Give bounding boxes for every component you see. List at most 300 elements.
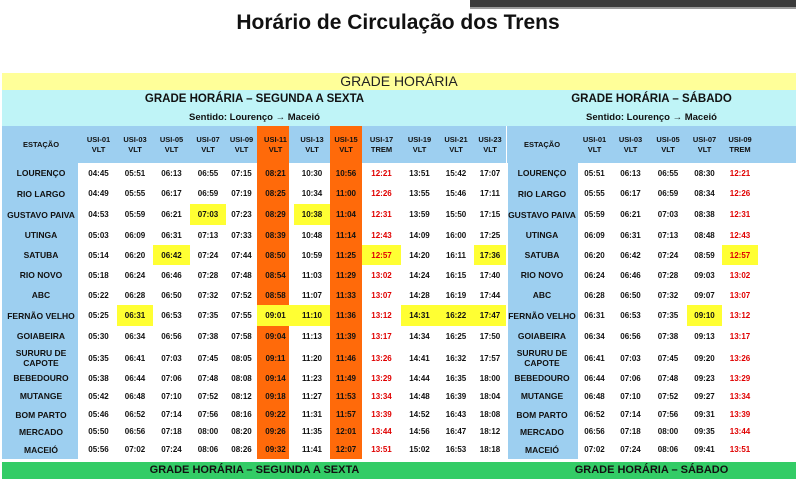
weekday-station-name: GOIABEIRA (16, 331, 66, 341)
weekday-time-cell: 08:06 (197, 445, 219, 454)
weekday-station-name: SATUBA (23, 250, 59, 260)
saturday-time-cell: 06:17 (620, 189, 641, 198)
saturday-time-cell: 07:18 (620, 427, 641, 436)
saturday-time-cell: 12:57 (722, 245, 758, 265)
weekday-time-cell: 10:59 (301, 250, 323, 260)
weekday-time-cell: 04:49 (88, 189, 109, 198)
weekday-time-cell: 07:45 (197, 353, 219, 363)
weekday-time-cell: 12:26 (371, 189, 392, 198)
saturday-time-cell: 07:10 (620, 391, 641, 401)
weekday-time-cell: 13:51 (371, 445, 392, 454)
saturday-time-cell: 07:56 (657, 410, 679, 419)
saturday-time-cell: 07:48 (657, 373, 679, 383)
weekday-time-cell: 08:12 (231, 391, 252, 401)
weekday-time-cell: 06:13 (161, 168, 182, 178)
saturday-time-cell: 09:13 (694, 331, 715, 341)
weekday-time-cell: 17:36 (474, 245, 506, 265)
weekday-time-cell: 06:56 (124, 427, 146, 436)
weekday-time-cell: 07:48 (231, 270, 252, 280)
saturday-time-cell: 12:43 (729, 230, 751, 240)
saturday-train-header: USI-01 VLT (582, 134, 607, 154)
saturday-time-cell: 06:50 (620, 290, 641, 300)
weekday-time-cell: 13:39 (371, 410, 392, 419)
weekday-time-cell: 07:58 (231, 331, 252, 341)
weekday-time-cell: 07:18 (161, 427, 182, 436)
weekday-time-cell: 13:07 (371, 290, 392, 300)
saturday-header: GRADE HORÁRIA – SÁBADO (571, 93, 732, 105)
weekday-time-cell: 11:03 (301, 270, 323, 280)
weekday-time-cell: 11:20 (301, 353, 323, 363)
weekday-time-cell: 11:25 (335, 250, 357, 260)
weekday-time-cell: 16:35 (445, 373, 467, 383)
weekday-time-cell: 08:39 (265, 230, 286, 240)
weekday-time-cell: 07:24 (161, 445, 182, 454)
saturday-time-cell: 13:51 (729, 445, 751, 454)
weekday-time-cell: 07:38 (197, 331, 219, 341)
saturday-time-cell: 06:56 (584, 427, 605, 436)
saturday-time-cell: 06:41 (584, 353, 605, 363)
weekday-time-cell: 16:25 (445, 331, 467, 341)
weekday-time-cell: 13:29 (371, 373, 392, 383)
weekday-time-cell: 12:57 (362, 245, 401, 265)
saturday-time-cell: 06:31 (584, 311, 605, 320)
weekday-time-cell: 05:50 (88, 427, 109, 436)
saturday-time-cell: 09:03 (694, 270, 715, 280)
weekday-time-cell: 18:04 (479, 391, 501, 401)
weekday-time-cell: 12:01 (335, 427, 357, 436)
weekday-time-cell: 09:18 (265, 391, 286, 401)
weekday-time-cell: 12:31 (371, 210, 392, 219)
weekday-time-cell: 07:23 (231, 210, 252, 219)
weekday-time-cell: 06:20 (124, 250, 146, 260)
saturday-time-cell: 06:42 (620, 250, 641, 260)
saturday-time-cell: 08:59 (694, 250, 715, 260)
weekday-time-cell: 18:08 (479, 410, 501, 419)
weekday-time-cell: 05:56 (88, 445, 109, 454)
grade-label: GRADE HORÁRIA (2, 73, 796, 90)
weekday-time-cell: 07:19 (231, 189, 252, 198)
weekday-time-cell: 11:53 (335, 391, 357, 401)
weekday-time-cell: 09:14 (265, 373, 286, 383)
saturday-time-cell: 06:59 (657, 189, 679, 198)
weekday-time-cell: 09:22 (265, 410, 286, 419)
weekday-time-cell: 11:35 (301, 427, 323, 436)
weekday-time-cell: 14:56 (409, 427, 430, 436)
saturday-time-cell: 07:32 (657, 290, 679, 300)
saturday-time-cell: 06:20 (584, 250, 605, 260)
weekday-time-cell: 16:43 (445, 410, 467, 419)
saturday-time-cell: 09:41 (694, 445, 715, 454)
saturday-station-name: FERNÃO VELHO (508, 310, 576, 321)
weekday-time-cell: 07:55 (231, 311, 252, 320)
table-header-band (2, 90, 796, 109)
weekday-time-cell: 07:52 (231, 290, 252, 300)
weekday-time-cell: 15:02 (409, 445, 430, 454)
saturday-time-cell: 05:59 (584, 210, 605, 219)
weekday-time-cell: 14:24 (409, 270, 430, 280)
saturday-direction: Sentido: Lourenço → Maceió (586, 112, 717, 123)
weekday-time-cell: 13:55 (409, 189, 430, 198)
weekday-train-header: USI-05 VLT (159, 134, 184, 154)
weekday-time-cell: 08:54 (265, 270, 286, 280)
weekday-time-cell: 13:26 (371, 353, 392, 363)
weekday-time-cell: 16:39 (445, 391, 467, 401)
weekday-time-cell: 11:46 (335, 353, 357, 363)
weekday-time-cell: 11:14 (335, 230, 357, 240)
saturday-time-cell: 08:38 (694, 210, 715, 219)
saturday-time-cell: 13:44 (729, 427, 751, 436)
saturday-time-cell: 08:00 (657, 427, 679, 436)
weekday-time-cell: 10:38 (294, 204, 330, 225)
weekday-time-cell: 16:00 (445, 230, 467, 240)
weekday-time-cell: 07:44 (231, 250, 252, 260)
weekday-time-cell: 17:47 (474, 305, 506, 326)
weekday-header: GRADE HORÁRIA – SEGUNDA A SEXTA (144, 93, 365, 105)
weekday-train-header: USI-09 VLT (229, 134, 254, 154)
weekday-time-cell: 07:10 (161, 391, 182, 401)
saturday-time-cell: 12:26 (729, 189, 751, 198)
weekday-time-cell: 10:56 (335, 168, 357, 178)
saturday-time-cell: 07:13 (657, 230, 679, 240)
weekday-time-cell: 10:30 (301, 168, 323, 178)
saturday-train-header: USI-09 TREM (728, 134, 752, 154)
weekday-time-cell: 06:55 (197, 168, 219, 178)
weekday-time-cell: 05:59 (124, 210, 146, 219)
weekday-time-cell: 14:34 (409, 331, 430, 341)
weekday-time-cell: 07:35 (197, 311, 219, 320)
weekday-time-cell: 06:21 (161, 210, 182, 219)
weekday-time-cell: 11:13 (301, 331, 323, 341)
weekday-time-cell: 06:59 (197, 189, 219, 198)
weekday-time-cell: 16:32 (445, 353, 467, 363)
saturday-station-name: GUSTAVO PAIVA (508, 209, 576, 220)
footer-weekday: GRADE HORÁRIA – SEGUNDA A SEXTA (149, 464, 360, 476)
saturday-time-cell: 06:21 (620, 210, 641, 219)
weekday-time-cell: 16:19 (445, 290, 467, 300)
saturday-time-cell: 06:53 (620, 311, 641, 320)
weekday-time-cell: 16:11 (445, 250, 467, 260)
saturday-time-cell: 08:34 (694, 189, 715, 198)
weekday-station-name: LOURENÇO (16, 168, 66, 178)
saturday-time-cell: 07:45 (657, 353, 679, 363)
saturday-station-name: LOURENÇO (517, 168, 567, 178)
weekday-time-cell: 05:18 (88, 270, 109, 280)
saturday-time-cell: 07:38 (657, 331, 679, 341)
weekday-time-cell: 13:17 (371, 331, 392, 341)
weekday-train-header: USI-03 VLT (123, 134, 147, 154)
saturday-time-cell: 06:44 (584, 373, 605, 383)
weekday-station-name: BEBEDOURO (13, 373, 69, 383)
weekday-time-cell: 06:31 (161, 230, 182, 240)
weekday-time-cell: 17:50 (479, 331, 501, 341)
weekday-station-name: MUTANGE (19, 391, 63, 401)
weekday-time-cell: 05:46 (88, 410, 109, 419)
footer-band (2, 462, 796, 479)
weekday-time-cell: 16:53 (445, 445, 467, 454)
weekday-time-cell: 06:48 (124, 391, 146, 401)
saturday-time-cell: 06:52 (584, 410, 605, 419)
weekday-time-cell: 11:29 (335, 270, 357, 280)
saturday-time-cell: 05:51 (584, 168, 605, 178)
saturday-time-cell: 07:02 (584, 445, 605, 454)
weekday-time-cell: 09:32 (265, 445, 286, 454)
saturday-time-cell: 13:12 (729, 311, 751, 320)
weekday-time-cell: 05:03 (88, 230, 109, 240)
weekday-time-cell: 08:16 (231, 410, 252, 419)
weekday-time-cell: 11:31 (301, 410, 323, 419)
weekday-time-cell: 09:01 (257, 305, 294, 326)
weekday-time-cell: 07:32 (197, 290, 219, 300)
weekday-time-cell: 05:22 (88, 290, 109, 300)
weekday-time-cell: 12:43 (371, 230, 392, 240)
weekday-station-name: ABC (31, 290, 51, 300)
weekday-time-cell: 07:24 (197, 250, 219, 260)
weekday-time-cell: 16:15 (445, 270, 467, 280)
weekday-time-cell: 17:57 (479, 353, 501, 363)
saturday-time-cell: 13:34 (729, 391, 751, 401)
saturday-time-cell: 09:07 (694, 290, 715, 300)
weekday-time-cell: 08:05 (231, 353, 252, 363)
weekday-time-cell: 16:22 (438, 305, 474, 326)
weekday-time-cell: 06:46 (161, 270, 182, 280)
weekday-time-cell: 11:04 (335, 210, 357, 219)
weekday-time-cell: 18:18 (479, 445, 501, 454)
weekday-time-cell: 06:42 (153, 245, 190, 265)
weekday-time-cell: 08:58 (265, 290, 286, 300)
saturday-time-cell: 12:21 (729, 168, 751, 178)
weekday-time-cell: 11:36 (335, 311, 357, 320)
weekday-time-cell: 06:41 (124, 353, 146, 363)
weekday-time-cell: 07:06 (161, 373, 182, 383)
weekday-station-name: SURURU DE CAPOTE (15, 348, 67, 368)
weekday-time-cell: 08:20 (231, 427, 252, 436)
weekday-station-name: UTINGA (24, 230, 58, 240)
weekday-time-cell: 08:21 (265, 168, 286, 178)
weekday-time-cell: 08:50 (265, 250, 286, 260)
weekday-time-cell: 13:12 (371, 311, 392, 320)
weekday-time-cell: 11:27 (301, 391, 323, 401)
saturday-train-header: USI-03 VLT (618, 134, 643, 154)
weekday-time-cell: 06:31 (117, 305, 153, 326)
saturday-time-cell: 09:27 (694, 391, 715, 401)
weekday-train-header: USI-17 TREM (369, 134, 394, 154)
weekday-time-cell: 08:08 (231, 373, 252, 383)
weekday-time-cell: 07:56 (197, 410, 219, 419)
weekday-time-cell: 04:53 (88, 210, 109, 219)
weekday-time-cell: 17:15 (479, 210, 501, 219)
weekday-time-cell: 17:25 (479, 230, 501, 240)
saturday-time-cell: 07:24 (657, 250, 679, 260)
saturday-time-cell: 06:13 (620, 168, 641, 178)
weekday-time-cell: 08:29 (265, 210, 286, 219)
weekday-time-cell: 11:39 (335, 331, 357, 341)
saturday-time-cell: 12:31 (729, 210, 751, 219)
saturday-time-cell: 09:10 (687, 305, 722, 326)
weekday-time-cell: 06:52 (124, 410, 146, 419)
saturday-time-cell: 09:20 (694, 353, 715, 363)
weekday-time-cell: 10:48 (301, 230, 323, 240)
saturday-time-cell: 07:24 (620, 445, 641, 454)
weekday-time-cell: 08:26 (231, 445, 252, 454)
saturday-time-cell: 13:17 (729, 331, 751, 341)
saturday-time-cell: 07:28 (657, 270, 679, 280)
weekday-train-header: USI-23 VLT (478, 134, 502, 154)
saturday-time-cell: 07:35 (657, 311, 679, 320)
saturday-time-cell: 06:24 (584, 270, 605, 280)
weekday-time-cell: 13:02 (371, 270, 392, 280)
weekday-station-name: BOM PARTO (15, 409, 67, 420)
footer-saturday: GRADE HORÁRIA – SÁBADO (574, 464, 729, 476)
weekday-time-cell: 11:41 (301, 445, 323, 454)
weekday-station-name: GUSTAVO PAIVA (7, 209, 75, 220)
saturday-time-cell: 06:31 (620, 230, 641, 240)
weekday-time-cell: 13:34 (371, 391, 392, 401)
page-title: Horário de Circulação dos Trens (236, 11, 560, 34)
weekday-time-cell: 11:33 (335, 290, 357, 300)
weekday-time-cell: 09:04 (265, 331, 286, 341)
saturday-time-cell: 06:09 (584, 230, 605, 240)
weekday-time-cell: 14:48 (409, 391, 430, 401)
saturday-time-cell: 06:46 (620, 270, 641, 280)
weekday-time-cell: 08:00 (197, 427, 219, 436)
weekday-train-header: USI-21 VLT (444, 134, 468, 154)
weekday-time-cell: 14:28 (409, 290, 430, 300)
weekday-time-cell: 07:52 (197, 391, 219, 401)
weekday-time-cell: 07:14 (161, 410, 182, 419)
weekday-time-cell: 07:33 (231, 230, 252, 240)
saturday-station-name: SURURU DE CAPOTE (516, 348, 568, 368)
saturday-station-name: MUTANGE (520, 391, 564, 401)
saturday-time-cell: 06:34 (584, 331, 605, 341)
weekday-time-cell: 08:25 (265, 189, 286, 198)
weekday-train-header: USI-15 VLT (334, 134, 358, 154)
saturday-station-header: ESTAÇÃO (523, 139, 561, 149)
weekday-time-cell: 06:34 (124, 331, 146, 341)
weekday-train-header: USI-13 VLT (300, 134, 324, 154)
saturday-time-cell: 07:06 (620, 373, 641, 383)
weekday-time-cell: 05:30 (88, 331, 109, 341)
weekday-time-cell: 16:47 (445, 427, 467, 436)
saturday-time-cell: 13:39 (729, 410, 751, 419)
weekday-time-cell: 07:48 (197, 373, 219, 383)
weekday-time-cell: 04:45 (88, 168, 109, 178)
saturday-station-name: BOM PARTO (516, 409, 568, 420)
saturday-time-cell: 06:56 (620, 331, 641, 341)
weekday-time-cell: 15:46 (445, 189, 467, 198)
saturday-station-name: SATUBA (524, 250, 560, 260)
weekday-time-cell: 07:03 (161, 353, 182, 363)
direction-band (2, 109, 796, 126)
weekday-time-cell: 11:00 (335, 189, 357, 198)
weekday-time-cell: 06:28 (124, 290, 146, 300)
weekday-time-cell: 18:00 (479, 373, 501, 383)
weekday-time-cell: 06:53 (161, 311, 182, 320)
saturday-station-name: GOIABEIRA (517, 331, 567, 341)
weekday-time-cell: 15:50 (445, 210, 467, 219)
saturday-station-name: RIO NOVO (520, 270, 564, 280)
weekday-time-cell: 05:25 (88, 311, 109, 320)
weekday-time-cell: 06:24 (124, 270, 146, 280)
weekday-time-cell: 13:59 (409, 210, 430, 219)
saturday-time-cell: 07:03 (657, 210, 679, 219)
saturday-train-header: USI-05 VLT (656, 134, 680, 154)
weekday-time-cell: 07:02 (124, 445, 146, 454)
weekday-time-cell: 14:09 (409, 230, 430, 240)
saturday-time-cell: 13:02 (729, 270, 751, 280)
weekday-direction: Sentido: Lourenço → Maceió (189, 112, 320, 123)
weekday-time-cell: 17:07 (479, 168, 501, 178)
weekday-time-cell: 07:03 (190, 204, 226, 225)
weekday-time-cell: 13:44 (371, 427, 392, 436)
saturday-time-cell: 07:03 (620, 353, 641, 363)
saturday-time-cell: 09:31 (694, 410, 715, 419)
weekday-time-cell: 07:15 (231, 168, 252, 178)
weekday-time-cell: 06:09 (124, 230, 146, 240)
weekday-time-cell: 11:07 (301, 290, 323, 300)
weekday-time-cell: 13:51 (409, 168, 430, 178)
weekday-time-cell: 05:35 (88, 353, 109, 363)
weekday-time-cell: 11:57 (335, 410, 357, 419)
weekday-time-cell: 12:07 (335, 445, 357, 454)
weekday-station-name: RIO NOVO (19, 270, 63, 280)
saturday-time-cell: 08:48 (694, 230, 715, 240)
saturday-time-cell: 09:35 (694, 427, 715, 436)
weekday-station-name: FERNÃO VELHO (7, 310, 75, 321)
saturday-station-name: UTINGA (525, 230, 559, 240)
weekday-station-name: MACEIÓ (24, 444, 58, 455)
saturday-time-cell: 07:52 (657, 391, 679, 401)
saturday-station-name: MERCADO (520, 426, 564, 437)
weekday-time-cell: 06:56 (161, 331, 182, 341)
saturday-time-cell: 05:55 (584, 189, 605, 198)
weekday-time-cell: 17:44 (479, 290, 501, 300)
weekday-time-cell: 14:31 (401, 305, 438, 326)
weekday-time-cell: 09:26 (265, 427, 286, 436)
saturday-station-name: RIO LARGO (517, 188, 567, 199)
saturday-train-header: USI-07 VLT (692, 134, 717, 154)
saturday-time-cell: 09:23 (694, 373, 715, 383)
weekday-station-name: MERCADO (19, 426, 63, 437)
saturday-time-cell: 06:28 (584, 290, 605, 300)
weekday-train-header: USI-07 VLT (196, 134, 220, 154)
saturday-time-cell: 06:48 (584, 391, 605, 401)
saturday-time-cell: 06:55 (657, 168, 679, 178)
weekday-time-cell: 12:21 (371, 168, 392, 178)
weekday-time-cell: 07:13 (197, 230, 219, 240)
weekday-time-cell: 05:42 (88, 391, 109, 401)
weekday-time-cell: 11:23 (301, 373, 323, 383)
saturday-time-cell: 13:29 (729, 373, 751, 383)
weekday-time-cell: 14:41 (409, 353, 430, 363)
weekday-time-cell: 05:14 (88, 250, 109, 260)
weekday-time-cell: 07:28 (197, 270, 219, 280)
weekday-time-cell: 11:49 (335, 373, 357, 383)
weekday-time-cell: 18:12 (479, 427, 501, 436)
weekday-time-cell: 06:44 (124, 373, 146, 383)
weekday-time-cell: 06:50 (161, 290, 182, 300)
weekday-time-cell: 15:42 (445, 168, 467, 178)
saturday-time-cell: 13:07 (729, 290, 751, 300)
weekday-train-header: USI-11 VLT (264, 134, 287, 154)
weekday-time-cell: 10:34 (301, 189, 323, 198)
weekday-time-cell: 14:44 (409, 373, 430, 383)
weekday-train-header: USI-01 VLT (86, 134, 111, 154)
saturday-station-name: MACEIÓ (525, 444, 559, 455)
saturday-time-cell: 08:30 (694, 168, 715, 178)
saturday-station-name: BEBEDOURO (514, 373, 570, 383)
saturday-time-cell: 13:26 (729, 353, 751, 363)
weekday-time-cell: 14:20 (409, 250, 430, 260)
